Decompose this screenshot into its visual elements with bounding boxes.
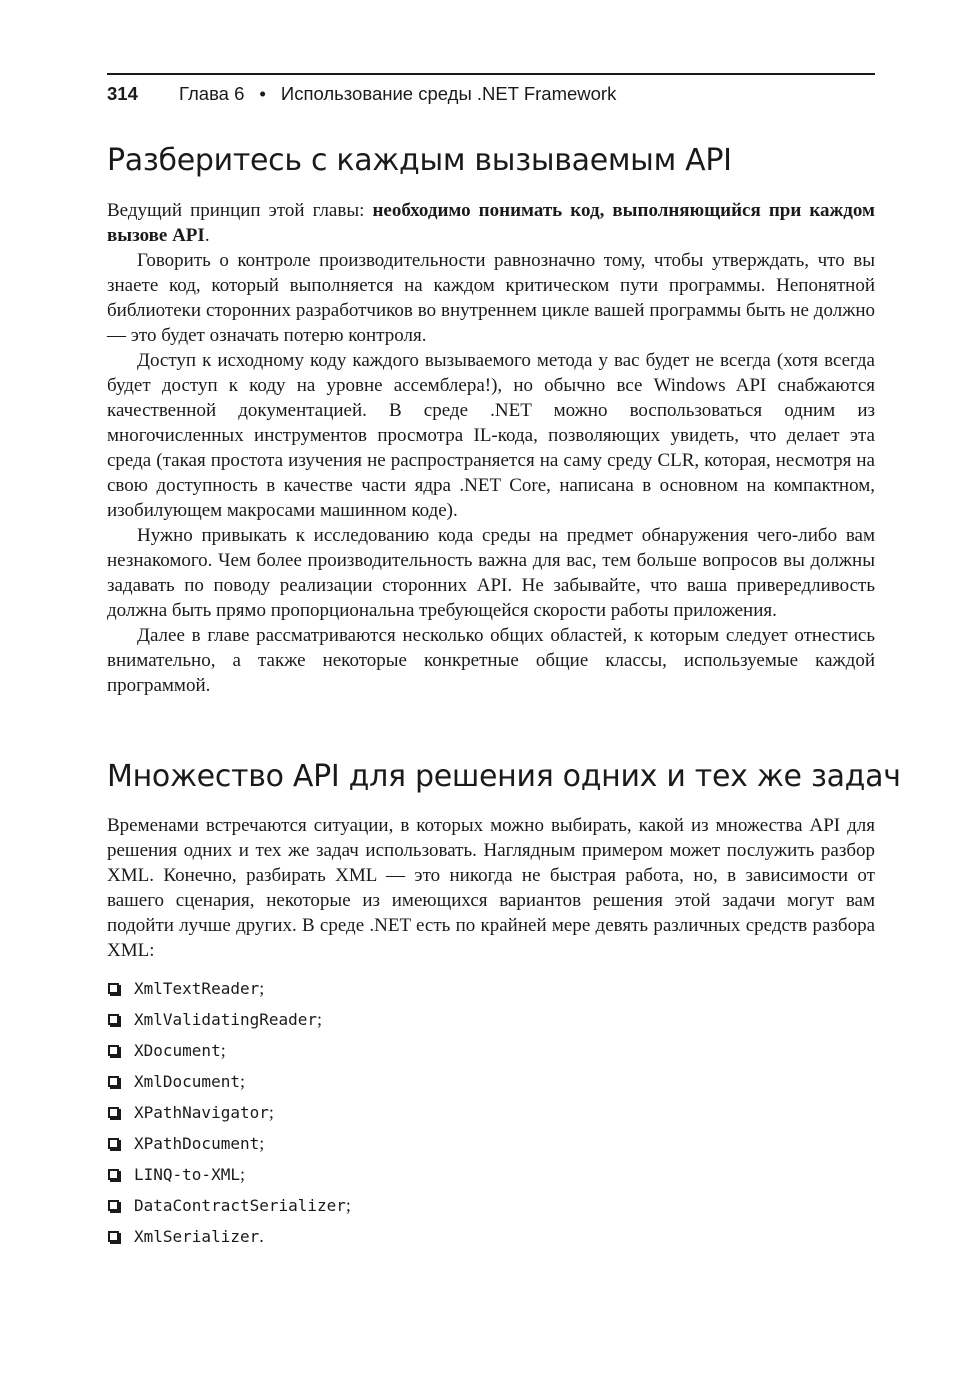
xml-parsers-list — [107, 973, 351, 1252]
list-item-code: DataContractSerializer — [134, 1196, 346, 1215]
list-item-punct: ; — [239, 1164, 245, 1184]
section-heading-multiple-api: Множество API для решения одних и тех же задач — [107, 759, 901, 794]
paragraph: Временами встречаются ситуации, в которых можно выбирать, какой из множества API для решения одних и тех же задач использовать. Наглядным примером может послужить разбор XML. Конечно, разбирать XML — это никогда не быстрая работа, но, в зависимости от вашего сценария, некоторые из имеющихся вариантов решения этой задачи могут вам подойти лучше других. В среде .NET есть по крайней мере девять различных средств разбора XML: — [107, 815, 875, 961]
list-item-punct: . — [259, 1226, 264, 1246]
list-item-code: XPathNavigator — [134, 1103, 269, 1122]
list-item — [107, 1159, 351, 1190]
checkbox-bullet-icon — [108, 1200, 119, 1211]
page-number: 314 — [107, 83, 138, 104]
section-body-multiple-api — [107, 813, 875, 963]
checkbox-bullet-icon — [108, 1138, 119, 1149]
list-item-punct: ; — [259, 1133, 265, 1153]
list-item — [107, 1066, 351, 1097]
running-header — [107, 73, 875, 105]
list-item-code: XDocument — [134, 1041, 221, 1060]
checkbox-bullet-icon — [108, 1045, 119, 1056]
checkbox-bullet-icon — [108, 1107, 119, 1118]
list-item — [107, 1097, 351, 1128]
list-item — [107, 1190, 351, 1221]
checkbox-bullet-icon — [108, 983, 119, 994]
checkbox-bullet-icon — [108, 1231, 119, 1242]
chapter-label: Глава 6 — [179, 83, 245, 104]
chapter-title: Использование среды .NET Framework — [280, 83, 617, 104]
paragraph — [107, 198, 875, 248]
list-item-code: XmlValidatingReader — [134, 1010, 318, 1029]
list-item-punct: ; — [220, 1040, 226, 1060]
section-body-api — [107, 198, 875, 698]
list-item-code: XmlSerializer — [134, 1227, 260, 1246]
list-item — [107, 973, 351, 1004]
paragraph: Далее в главе рассматриваются несколько общих областей, к которым следует отнестись внимательно, а также некоторые конкретные общие классы, используемые каждой программой. — [107, 625, 875, 696]
section-heading-api: Разберитесь с каждым вызываемым API — [107, 143, 732, 178]
paragraph-lead: Ведущий принцип этой главы: — [107, 200, 373, 221]
checkbox-bullet-icon — [108, 1014, 119, 1025]
paragraph-end: . — [204, 225, 210, 246]
header-bullet: • — [259, 83, 266, 104]
list-item-punct: ; — [259, 978, 265, 998]
list-item-punct: ; — [317, 1009, 323, 1029]
list-item — [107, 1221, 351, 1252]
checkbox-bullet-icon — [108, 1076, 119, 1087]
list-item-code: LINQ-to-XML — [134, 1165, 240, 1184]
list-item — [107, 1128, 351, 1159]
checkbox-bullet-icon — [108, 1169, 119, 1180]
paragraph-bold: необходимо понимать код, выполняющийся при каждом вызове API — [107, 200, 875, 246]
paragraph: Доступ к исходному коду каждого вызываемого метода у вас будет не всегда (хотя всегда будет доступ к коду на уровне ассемблера!), но обычно все Windows API снабжаются качественной документацией. В среде .NET можно воспользоваться одним из многочисленных инструментов просмотра IL-кода, позволяющих увидеть, что делает эта среда (такая простота изучения не распространяется на саму среду CLR, которая, несмотря на свою доступность в качестве части ядра .NET Core, написана в основном на компактном, изобилующем макросами машинном коде). — [107, 350, 875, 521]
list-item-punct: ; — [345, 1195, 351, 1215]
list-item-punct: ; — [268, 1102, 274, 1122]
list-item-code: XmlDocument — [134, 1072, 240, 1091]
list-item-punct: ; — [239, 1071, 245, 1091]
list-item-code: XPathDocument — [134, 1134, 260, 1153]
paragraph: Говорить о контроле производительности равнозначно тому, чтобы утверждать, что вы знаете код, который выполняется на каждом критическом пути программы. Непонятной библиотеки сторонних разработчиков во внутреннем цикле вашей программы быть не должно — это будет означать потерю контроля. — [107, 250, 875, 346]
list-item — [107, 1004, 351, 1035]
list-item — [107, 1035, 351, 1066]
list-item-code: XmlTextReader — [134, 979, 260, 998]
paragraph: Нужно привыкать к исследованию кода среды на предмет обнаружения чего-либо вам незнакомого. Чем более производительность важна для вас, тем больше вопросов вы должны задавать по поводу реализации сторонних API. Не забывайте, что ваша привередливость должна быть прямо пропорциональна требующейся скорости работы приложения. — [107, 525, 875, 621]
